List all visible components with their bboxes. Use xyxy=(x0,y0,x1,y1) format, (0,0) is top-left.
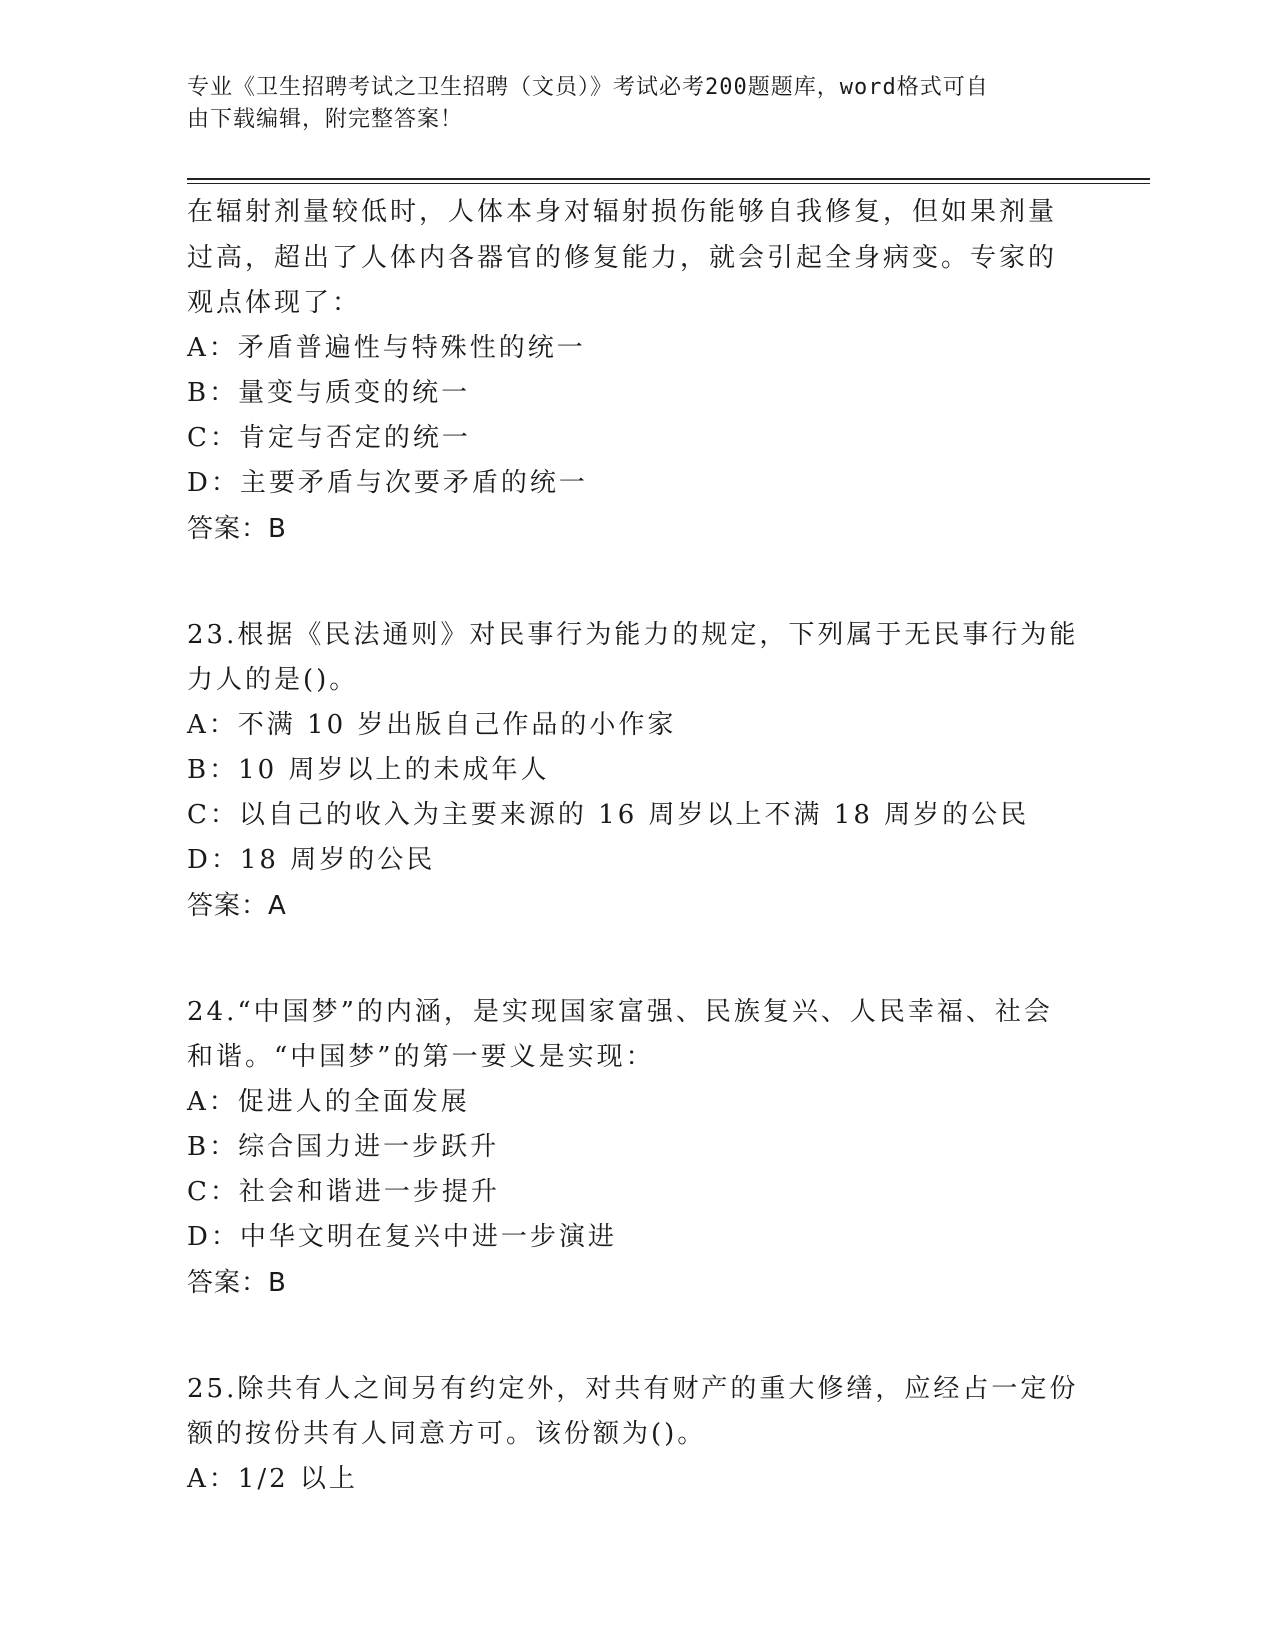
question-list xyxy=(187,189,1087,1502)
option-a: A：促进人的全面发展 xyxy=(187,1087,470,1117)
document-header xyxy=(187,72,1087,136)
header-line-2: 由下载编辑，附完整答案！ xyxy=(187,107,464,132)
option-c: C：肯定与否定的统一 xyxy=(187,423,471,453)
question-stem-line: 额的按份共有人同意方可。该份额为()。 xyxy=(187,1419,707,1449)
option-b: B：综合国力进一步跃升 xyxy=(187,1132,500,1162)
option-c: C：以自己的收入为主要来源的 16 周岁以上不满 18 周岁的公民 xyxy=(187,800,1030,830)
question-22 xyxy=(187,189,1087,552)
header-line-1: 专业《卫生招聘考试之卫生招聘（文员）》考试必考200题题库，word格式可自 xyxy=(187,75,989,100)
question-spacer xyxy=(187,1306,1087,1366)
question-stem-line: 过高，超出了人体内各器官的修复能力，就会引起全身病变。专家的 xyxy=(187,243,1058,273)
option-b: B：量变与质变的统一 xyxy=(187,378,471,408)
question-23 xyxy=(187,612,1087,929)
option-d: D：主要矛盾与次要矛盾的统一 xyxy=(187,468,588,498)
option-d: D：中华文明在复兴中进一步演进 xyxy=(187,1222,617,1252)
question-24 xyxy=(187,989,1087,1306)
question-stem-line: 24.“中国梦”的内涵，是实现国家富强、民族复兴、人民幸福、社会 xyxy=(187,997,1053,1027)
question-stem-line: 23.根据《民法通则》对民事行为能力的规定，下列属于无民事行为能 xyxy=(187,620,1079,650)
header-divider-thin xyxy=(187,183,1150,184)
question-stem-line: 观点体现了： xyxy=(187,288,362,318)
option-b: B：10 周岁以上的未成年人 xyxy=(187,755,550,785)
option-d: D：18 周岁的公民 xyxy=(187,845,436,875)
answer-line: 答案：B xyxy=(187,1268,287,1298)
option-c: C：社会和谐进一步提升 xyxy=(187,1177,500,1207)
option-a: A：不满 10 岁出版自己作品的小作家 xyxy=(187,710,677,740)
question-25 xyxy=(187,1366,1087,1502)
header-divider-thick xyxy=(187,178,1150,180)
question-stem-line: 和谐。“中国梦”的第一要义是实现： xyxy=(187,1042,655,1072)
question-stem-line: 力人的是()。 xyxy=(187,665,359,695)
answer-line: 答案：B xyxy=(187,514,287,544)
answer-line: 答案：A xyxy=(187,891,287,921)
option-a: A：矛盾普遍性与特殊性的统一 xyxy=(187,333,586,363)
question-stem-line: 25.除共有人之间另有约定外，对共有财产的重大修缮，应经占一定份 xyxy=(187,1374,1079,1404)
option-a: A：1/2 以上 xyxy=(187,1464,358,1494)
question-spacer xyxy=(187,929,1087,989)
question-stem-line: 在辐射剂量较低时，人体本身对辐射损伤能够自我修复，但如果剂量 xyxy=(187,197,1058,227)
question-spacer xyxy=(187,552,1087,612)
